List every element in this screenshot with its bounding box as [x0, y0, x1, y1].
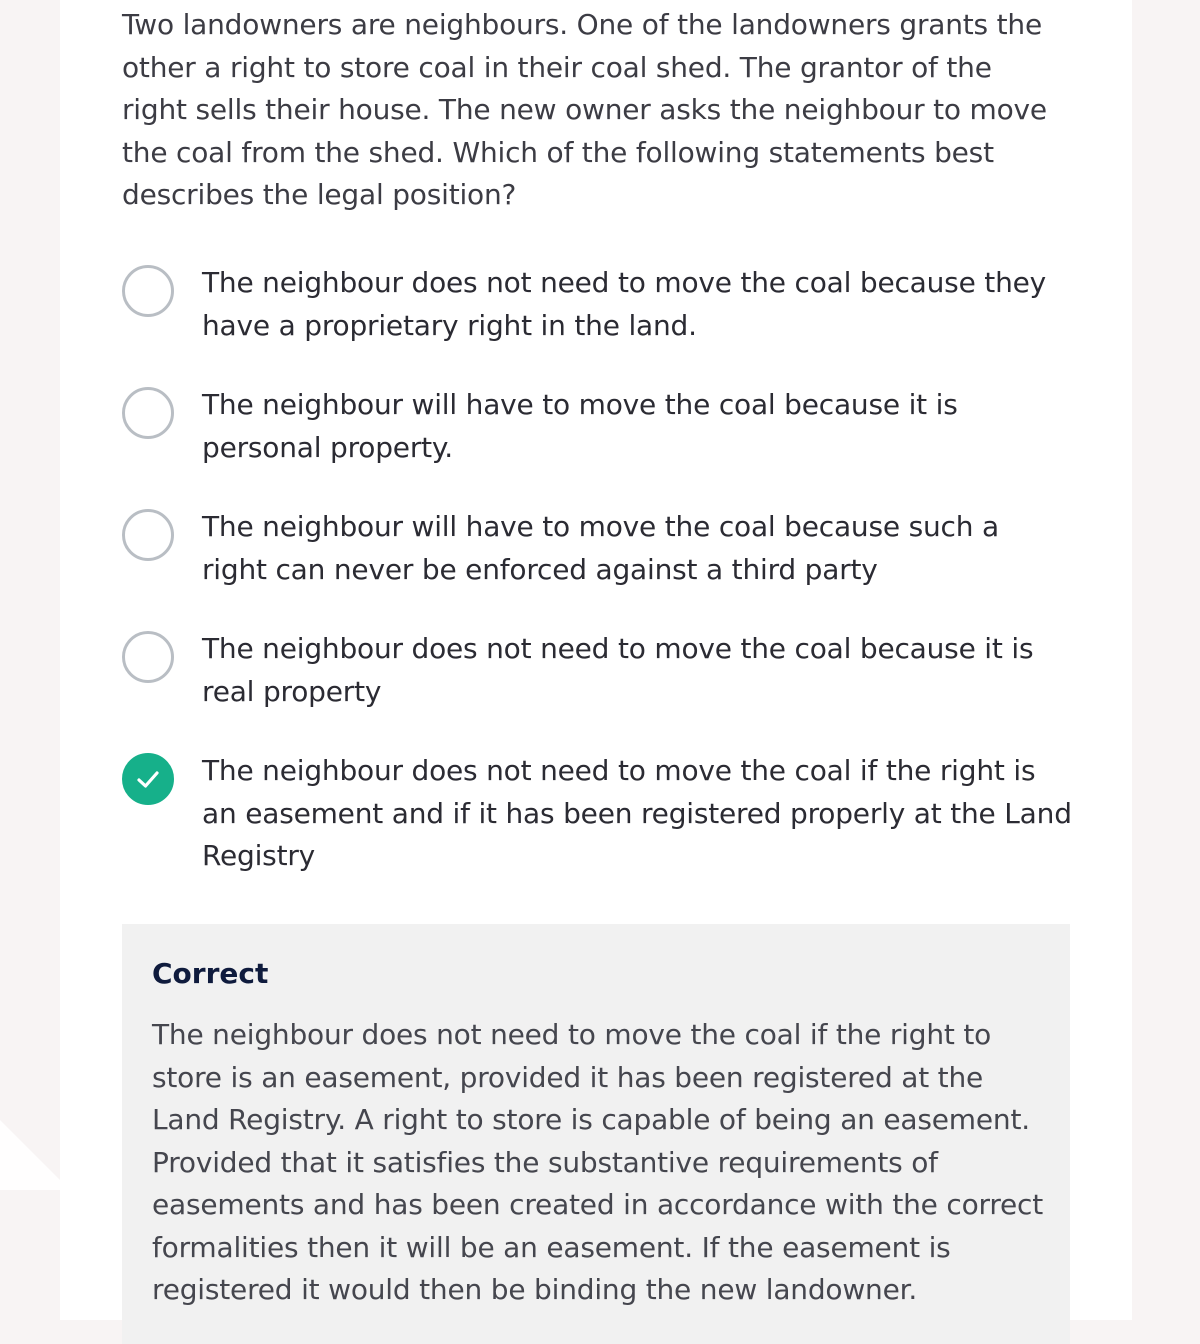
feedback-explanation: The neighbour does not need to move the coal if the right to store is an easement, provided it has been registered at the Land Registry. A right to store is capable of being an easement. Provided that it satisfies the substantive requirements of easements and has been created in accordance with the correct formalities then it will be an easement. If the easement is registered it would then be binding the new landowner.	[152, 1018, 1044, 1306]
radio-unchecked-icon[interactable]	[122, 509, 174, 561]
radio-checked-icon[interactable]	[122, 753, 174, 805]
answer-option-label: The neighbour will have to move the coal because it is personal property.	[202, 388, 958, 464]
radio-unchecked-icon[interactable]	[122, 265, 174, 317]
answer-option-3[interactable]	[122, 506, 1082, 591]
answer-option-label: The neighbour does not need to move the coal because they have a proprietary right in the land.	[202, 266, 1047, 342]
answer-option-label: The neighbour will have to move the coal because such a right can never be enforced against a third party	[202, 510, 999, 586]
answer-option-label: The neighbour does not need to move the coal if the right is an easement and if it has been registered properly at the Land Registry	[202, 754, 1072, 872]
question-card	[60, 0, 1132, 1320]
radio-unchecked-icon[interactable]	[122, 387, 174, 439]
feedback-title: Correct	[152, 957, 269, 990]
answer-option-4[interactable]	[122, 628, 1082, 713]
answer-option-5[interactable]	[122, 750, 1082, 878]
answer-option-2[interactable]	[122, 384, 1082, 469]
answer-options	[122, 262, 1082, 915]
checkmark-icon	[133, 764, 163, 794]
answer-option-label: The neighbour does not need to move the coal because it is real property	[202, 632, 1034, 708]
radio-unchecked-icon[interactable]	[122, 631, 174, 683]
feedback-panel	[122, 924, 1070, 1344]
answer-option-1[interactable]	[122, 262, 1082, 347]
question-text: Two landowners are neighbours. One of the landowners grants the other a right to store coal in their coal shed. The grantor of the right sells their house. The new owner asks the neighbour to move the coal from the shed. Which of the following statements best describes the legal position?	[122, 8, 1047, 211]
